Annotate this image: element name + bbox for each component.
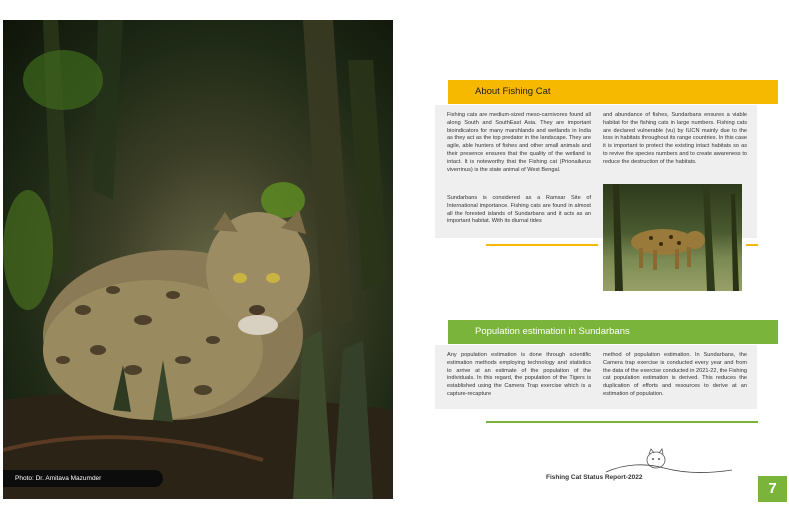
photo-credit: Photo: Dr. Amitava Mazumder bbox=[3, 470, 163, 487]
green-divider bbox=[486, 421, 758, 423]
population-col2-paragraph: method of population estimation. In Sundarbans, the Camera trap exercise is conducted every year and from the data of the exercise conducted in 2021-22, the Fishing cat population estimation is derived. This reduces the duplication of efforts and resources to derive at an estimation of population. bbox=[603, 352, 747, 397]
page-number: 7 bbox=[758, 476, 787, 502]
fishing-cat-walking-photo bbox=[603, 184, 742, 291]
population-col1-paragraph: Any population estimation is done through scientific estimation methods employing technology and statistics to arrive at an estimate of the population of the individuals. In this regard, the population of the Tigers is established using the Camera Trap exercise which is a capture-recapture bbox=[447, 352, 591, 397]
population-estimation-heading: Population estimation in Sundarbans bbox=[448, 320, 778, 344]
about-col1-paragraph2: Sundarbans is considered as a Ramsar Site of International importance. Fishing cats are found in almost all the forested islands of Sundarbans and it acts as an important habitat. With its diurnal tides bbox=[447, 195, 591, 225]
fishing-cat-illustration bbox=[3, 20, 393, 499]
yellow-divider-left bbox=[486, 244, 598, 246]
fishing-cat-walking-illustration bbox=[603, 184, 742, 291]
about-fishing-cat-heading: About Fishing Cat bbox=[448, 80, 778, 104]
about-col2-paragraph: and abundance of fishes, Sundarbans ensures a viable habitat for the fishing cats in large numbers. Fishing cats are declared vulnerable (vu) by IUCN mainly due to the loss in habitats throughout its range countries. In this case it is important to protect the existing intact habitats so as to revive the species numbers and to create awareness to reduce the destruction of the habitats. bbox=[603, 112, 747, 165]
yellow-divider-right bbox=[746, 244, 758, 246]
about-col1-paragraph1: Fishing cats are medium-sized meso-carnivores found all along South and SouthEast Asia. They are important bioindicators for many marshlands and wetlands in India as they act as the top predator in the landscape. They are agile, able hunters of fishes and other small animals and their presence ensures that the quality of the wetland is intact. It is noteworthy that the Fishing cat (Prionailurus viverrinus) is the state animal of West Bengal. bbox=[447, 112, 591, 173]
fishing-cat-photo bbox=[3, 20, 393, 499]
report-footer-title: Fishing Cat Status Report-2022 bbox=[546, 474, 643, 481]
